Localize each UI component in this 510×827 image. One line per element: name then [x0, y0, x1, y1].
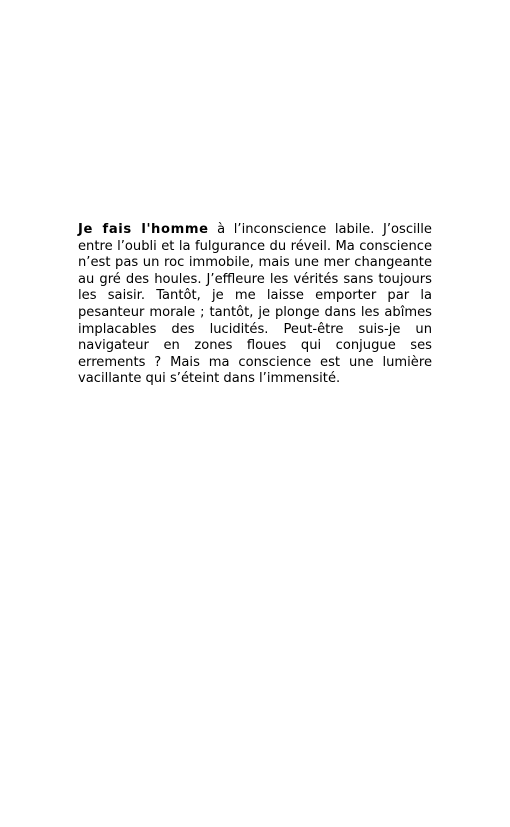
paragraph-lead: Je fais l'homme — [78, 222, 209, 237]
paragraph-body: à l’inconscience labile. J’oscille entre l’oubli et la fulgurance du réveil. Ma conscience n’est pas un roc immobile, mais une mer changeante au gré des houles. J’effleure les vérités sans toujours les saisir. Tantôt, je me laisse emporter par la pesanteur morale ; tantôt, je plonge dans les abîmes implacables des lucidités. Peut-être suis-je un navigateur en zones floues qui conjugue ses errements ? Mais ma conscience est une lumière vacillante qui s’éteint dans l’immensité. — [78, 222, 432, 387]
body-paragraph — [78, 222, 432, 388]
